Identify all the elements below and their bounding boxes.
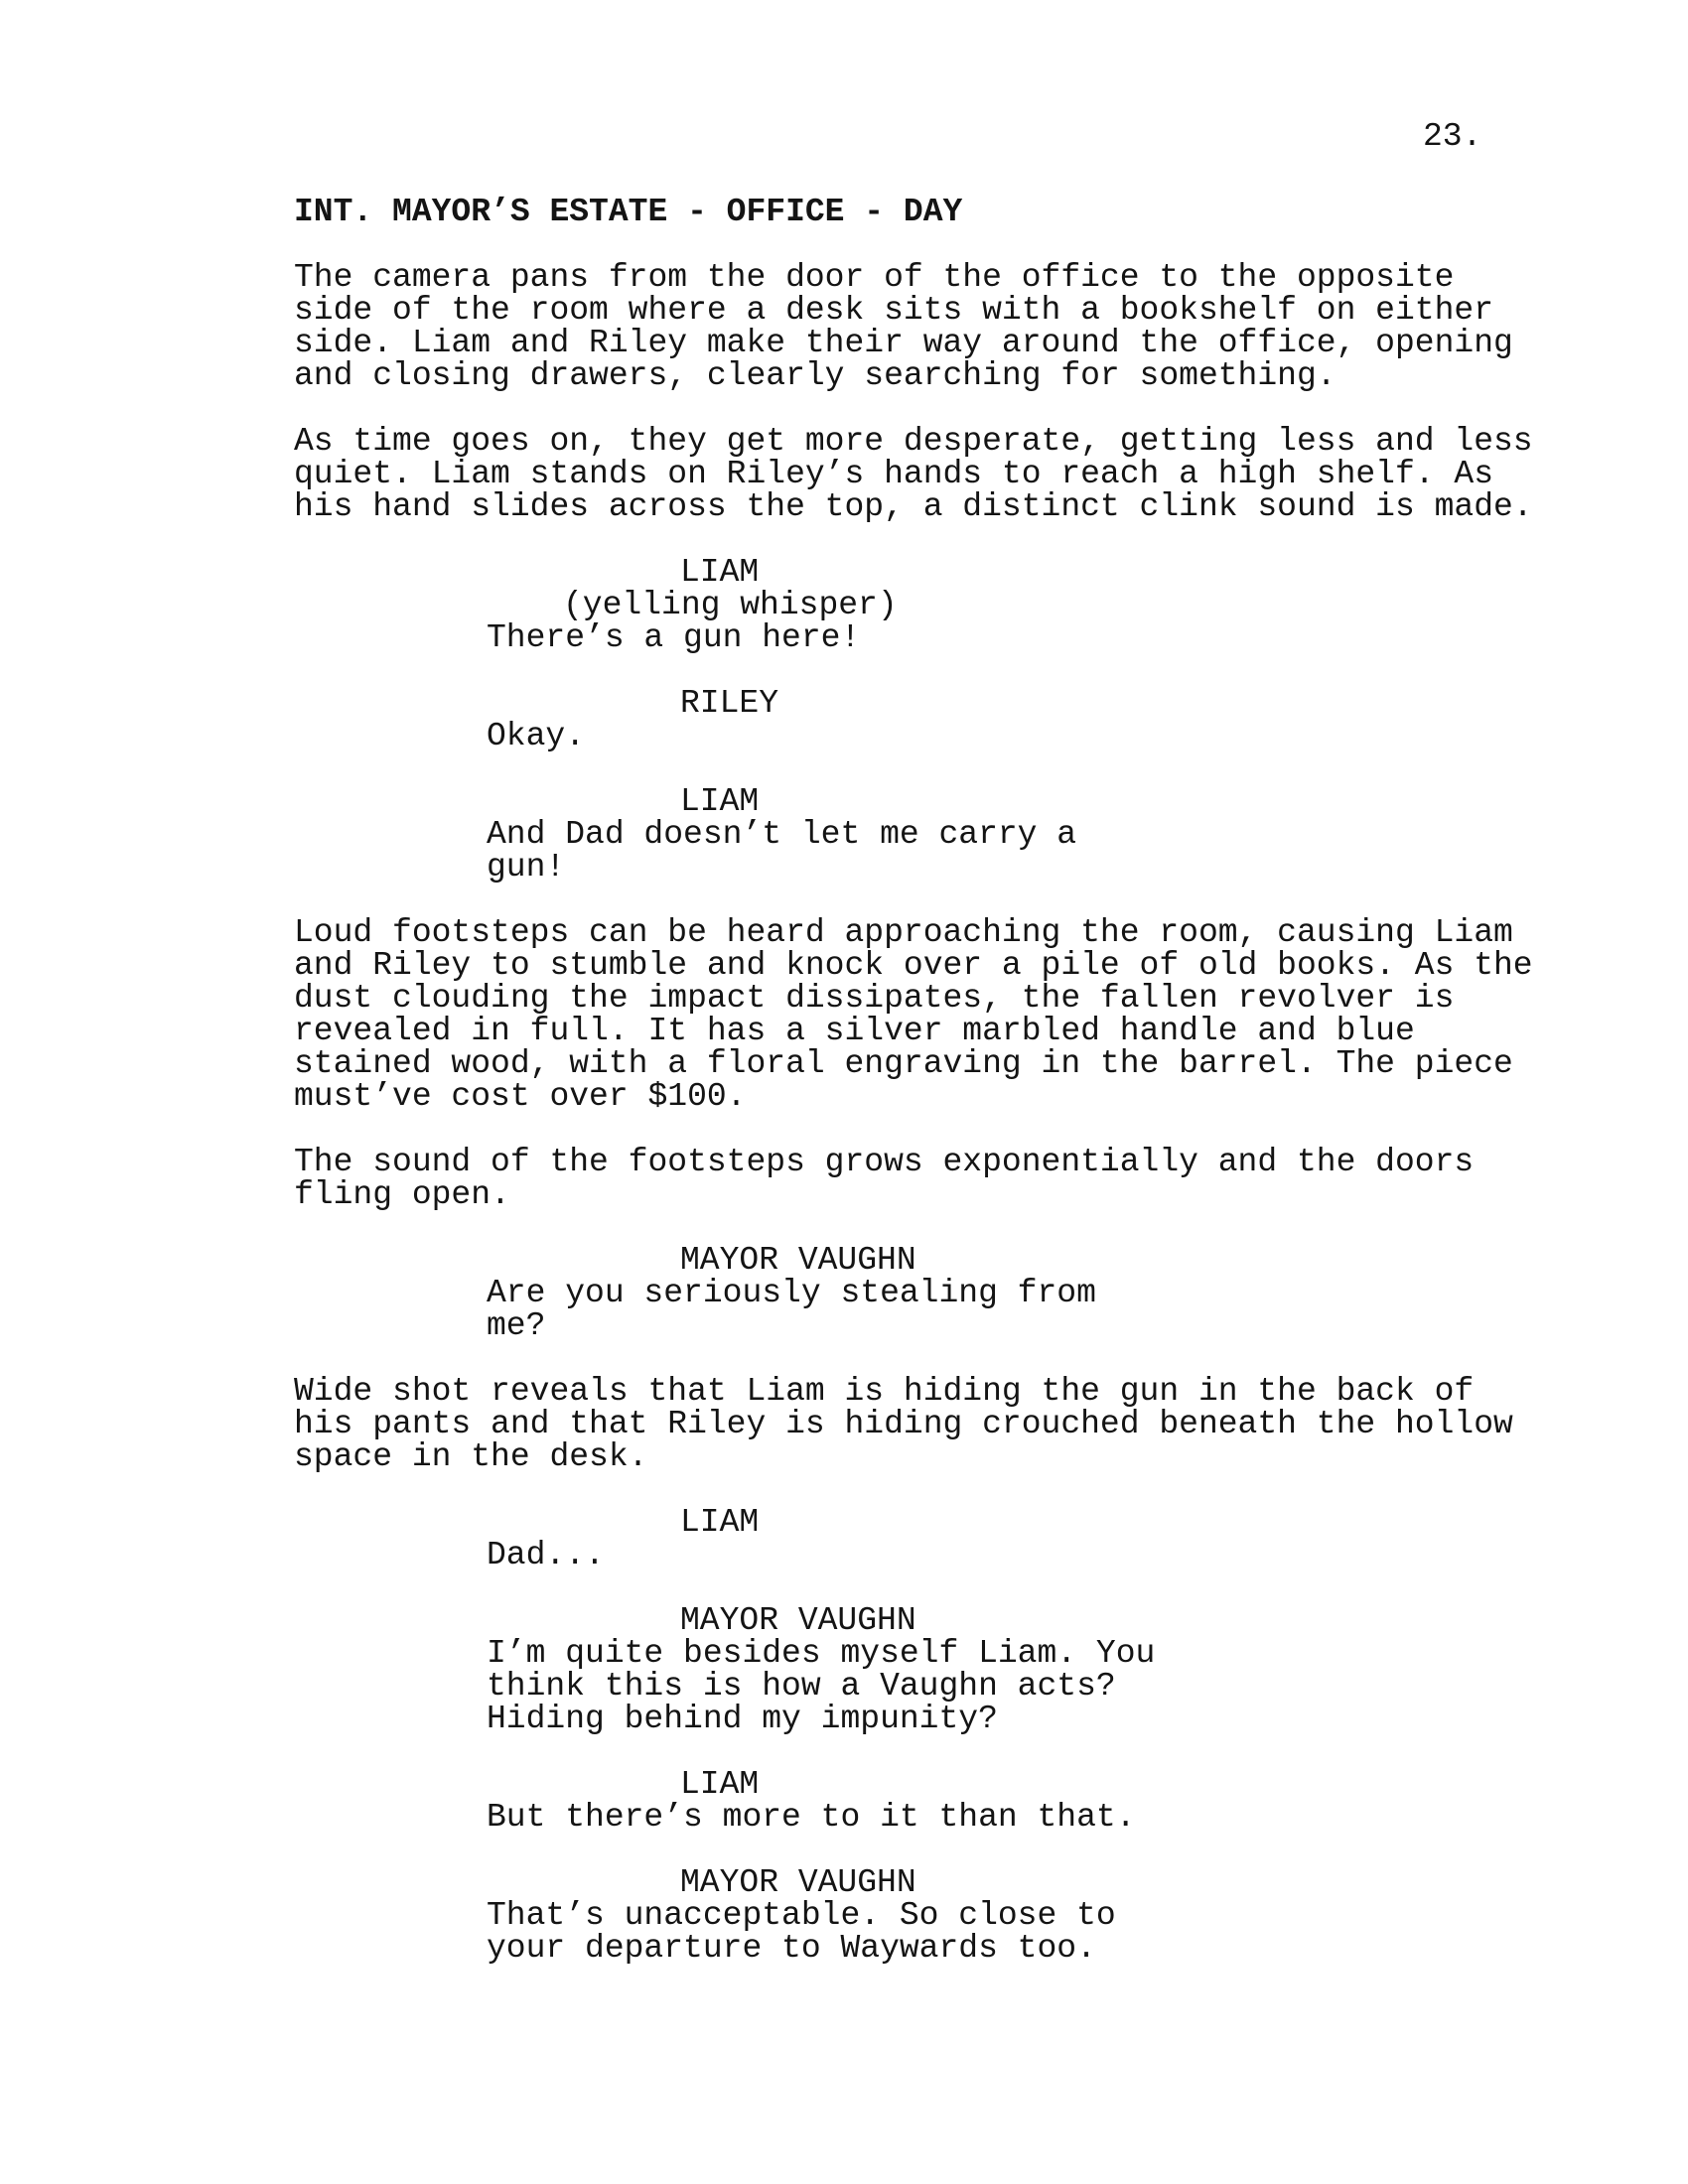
action-line: and Riley to stumble and knock over a pile of old books. As the [294, 947, 1533, 984]
action-line: As time goes on, they get more desperate, getting less and less [294, 423, 1533, 460]
dialogue-line: Hiding behind my impunity? [487, 1701, 998, 1737]
dialogue-line: There’s a gun here! [487, 619, 861, 656]
dialogue-line: Dad... [487, 1537, 605, 1573]
dialogue-line: But there’s more to it than that. [487, 1799, 1136, 1836]
action-line: his hand slides across the top, a distinct clink sound is made. [294, 488, 1533, 525]
character-name: MAYOR VAUGHN [680, 1602, 916, 1639]
action-line: quiet. Liam stands on Riley’s hands to reach a high shelf. As [294, 456, 1493, 492]
action-line: stained wood, with a floral engraving in the barrel. The piece [294, 1045, 1513, 1082]
character-name: MAYOR VAUGHN [680, 1242, 916, 1279]
action-line: Loud footsteps can be heard approaching the room, causing Liam [294, 914, 1513, 951]
action-line: space in the desk. [294, 1438, 648, 1475]
dialogue-line: your departure to Waywards too. [487, 1930, 1096, 1967]
scene-heading: INT. MAYOR’S ESTATE - OFFICE - DAY [294, 194, 963, 230]
action-line: revealed in full. It has a silver marbled handle and blue [294, 1013, 1415, 1049]
action-line: The sound of the footsteps grows exponentially and the doors [294, 1144, 1475, 1180]
dialogue-line: I’m quite besides myself Liam. You [487, 1635, 1156, 1672]
parenthetical: (yelling whisper) [563, 587, 898, 623]
action-line: Wide shot reveals that Liam is hiding the gun in the back of [294, 1373, 1475, 1410]
dialogue-line: That’s unacceptable. So close to [487, 1897, 1116, 1934]
action-line: his pants and that Riley is hiding crouched beneath the hollow [294, 1406, 1513, 1442]
dialogue-line: Are you seriously stealing from [487, 1275, 1096, 1311]
character-name: LIAM [680, 783, 760, 820]
action-line: and closing drawers, clearly searching for something. [294, 357, 1336, 394]
dialogue-line: gun! [487, 849, 566, 886]
character-name: LIAM [680, 1766, 760, 1803]
action-line: side of the room where a desk sits with a bookshelf on either [294, 292, 1493, 329]
character-name: LIAM [680, 1504, 760, 1541]
page-number: 23. [1423, 118, 1482, 155]
action-line: fling open. [294, 1176, 510, 1213]
character-name: RILEY [680, 685, 779, 722]
dialogue-line: think this is how a Vaughn acts? [487, 1668, 1116, 1705]
dialogue-line: Okay. [487, 718, 586, 754]
character-name: MAYOR VAUGHN [680, 1864, 916, 1901]
dialogue-line: And Dad doesn’t let me carry a [487, 816, 1077, 853]
action-line: The camera pans from the door of the office to the opposite [294, 259, 1455, 296]
character-name: LIAM [680, 554, 760, 591]
dialogue-line: me? [487, 1307, 546, 1344]
action-line: side. Liam and Riley make their way around the office, opening [294, 325, 1513, 361]
action-line: must’ve cost over $100. [294, 1078, 747, 1115]
action-line: dust clouding the impact dissipates, the fallen revolver is [294, 980, 1455, 1017]
